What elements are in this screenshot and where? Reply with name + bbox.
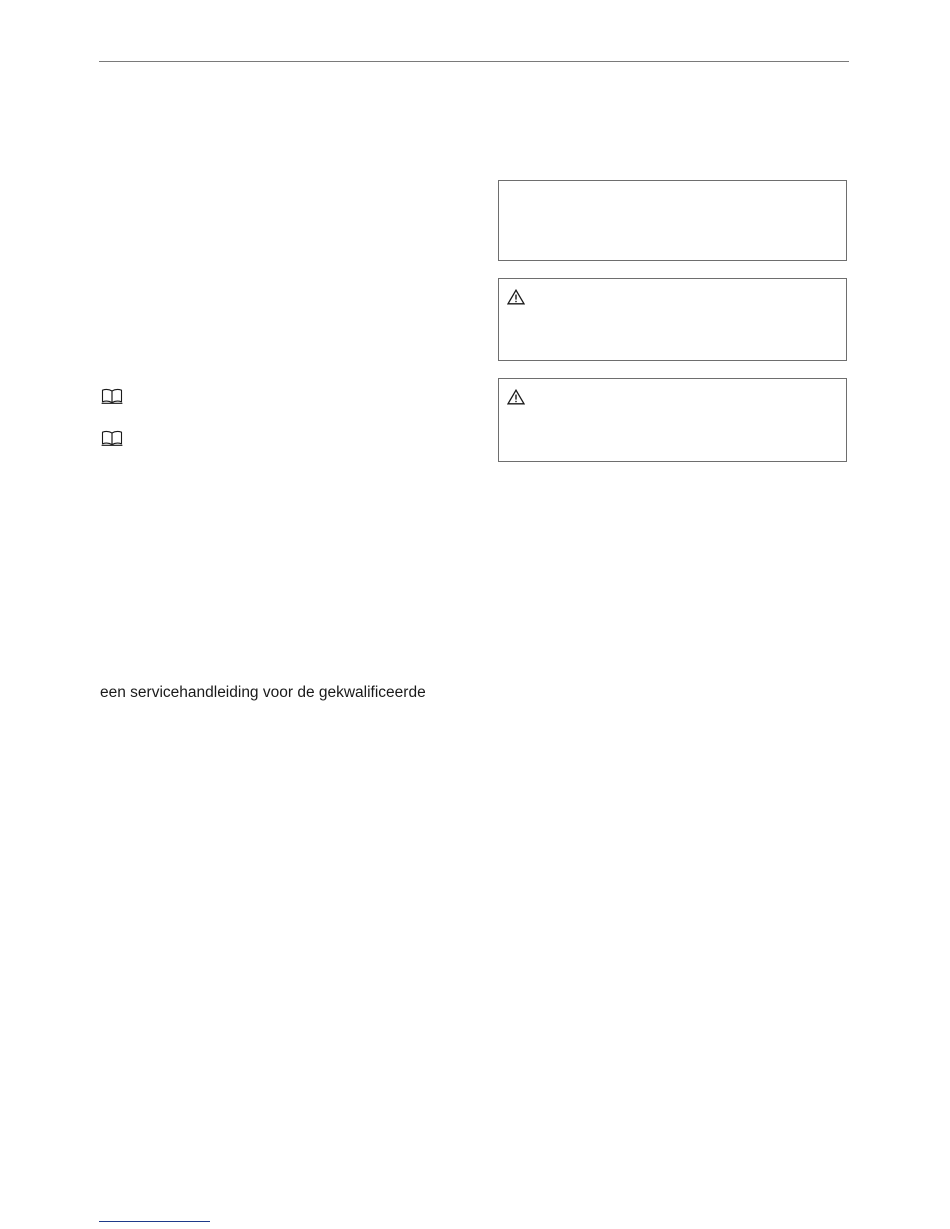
open-book-icon: [101, 388, 123, 404]
header-rule: [99, 61, 849, 62]
open-book-icon: [101, 430, 123, 446]
warning-box-1: [498, 278, 847, 361]
warning-triangle-icon: [507, 389, 525, 405]
notice-box-1: [498, 180, 847, 261]
warning-triangle-icon: [507, 289, 525, 305]
footnote-rule: [99, 1221, 210, 1222]
warning-box-2: [498, 378, 847, 462]
body-text-line: een servicehandleiding voor de gekwalificeerde: [100, 684, 426, 701]
